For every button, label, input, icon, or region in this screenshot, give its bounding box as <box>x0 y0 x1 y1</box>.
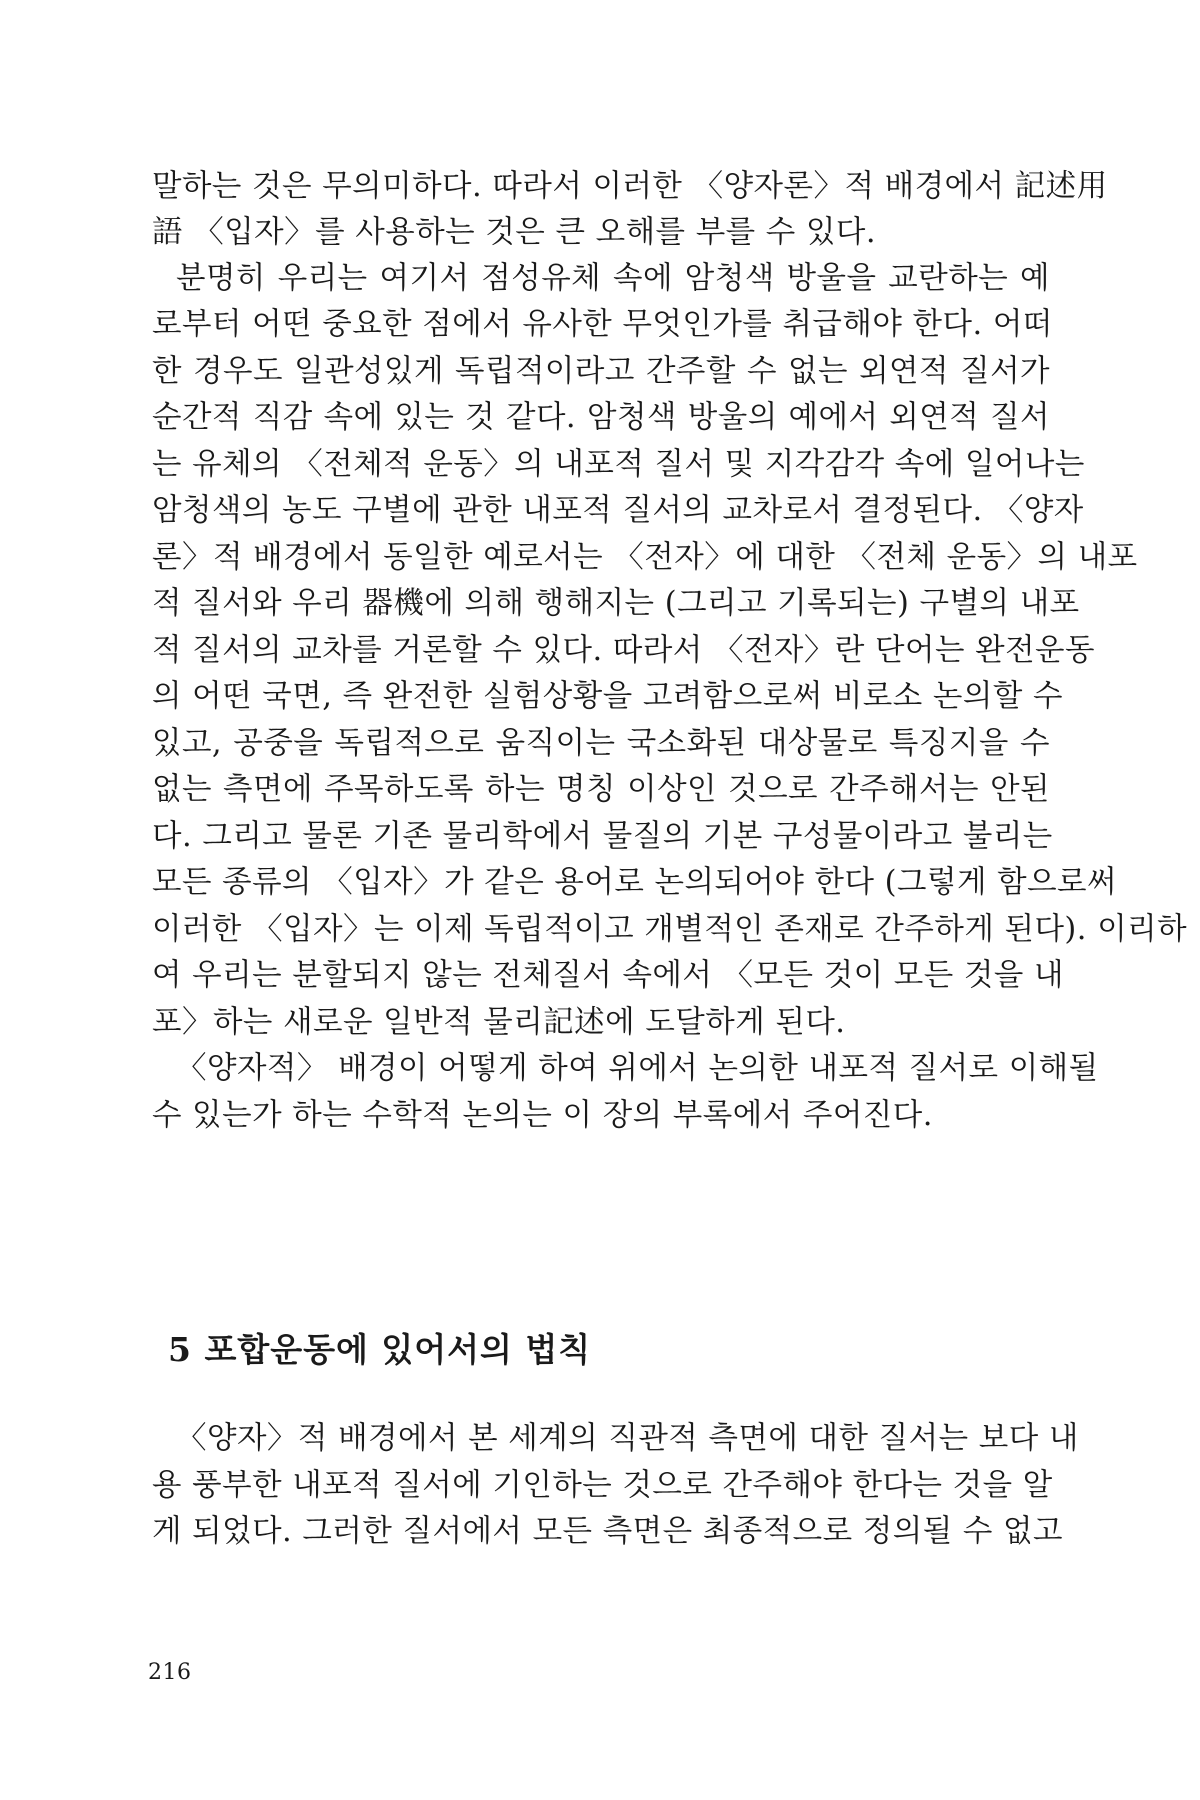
body-text-line: 한 경우도 일관성있게 독립적이라고 간주할 수 없는 외연적 질서가 <box>152 354 1050 389</box>
body-text-line: 모든 종류의 〈입자〉가 같은 용어로 논의되어야 한다 (그렇게 함으로써 <box>152 865 1117 900</box>
body-text-line: 포〉하는 새로운 일반적 물리記述에 도달하게 된다. <box>152 1005 846 1040</box>
body-text-line: 말하는 것은 무의미하다. 따라서 이러한 〈양자론〉적 배경에서 記述用 <box>152 169 1108 204</box>
body-text-line: 게 되었다. 그러한 질서에서 모든 측면은 최종적으로 정의될 수 없고 <box>152 1514 1063 1549</box>
body-text-line: 분명히 우리는 여기서 점성유체 속에 암청색 방울을 교란하는 예 <box>176 261 1050 296</box>
body-text-line: 없는 측면에 주목하도록 하는 명칭 이상인 것으로 간주해서는 안된 <box>152 772 1050 807</box>
section-heading: 5 포합운동에 있어서의 법칙 <box>168 1330 592 1369</box>
body-text-line: 다. 그리고 물론 기존 물리학에서 물질의 기본 구성물이라고 불리는 <box>152 819 1053 854</box>
body-text-line: 론〉적 배경에서 동일한 예로서는 〈전자〉에 대한 〈전체 운동〉의 내포 <box>152 540 1138 575</box>
body-text-line: 암청색의 농도 구별에 관한 내포적 질서의 교차로서 결정된다. 〈양자 <box>152 493 1084 528</box>
body-text-line: 이러한 〈입자〉는 이제 독립적이고 개별적인 존재로 간주하게 된다). 이리하 <box>152 912 1188 947</box>
body-text-line: 의 어떤 국면, 즉 완전한 실험상황을 고려함으로써 비로소 논의할 수 <box>152 679 1063 714</box>
body-text-line: 로부터 어떤 중요한 점에서 유사한 무엇인가를 취급해야 한다. 어떠 <box>152 307 1053 342</box>
body-text-line: 적 질서의 교차를 거론할 수 있다. 따라서 〈전자〉란 단어는 완전운동 <box>152 633 1095 668</box>
body-text-line: 적 질서와 우리 器機에 의해 행해지는 (그리고 기록되는) 구별의 내포 <box>152 586 1080 621</box>
body-text-line: 용 풍부한 내포적 질서에 기인하는 것으로 간주해야 한다는 것을 알 <box>152 1468 1053 1503</box>
page-number: 216 <box>148 1660 192 1685</box>
body-text-line: 순간적 직감 속에 있는 것 같다. 암청색 방울의 예에서 외연적 질서 <box>152 400 1050 435</box>
body-text-line: 는 유체의 〈전체적 운동〉의 내포적 질서 및 지각감각 속에 일어나는 <box>152 447 1085 482</box>
body-text-line: 있고, 공중을 독립적으로 움직이는 국소화된 대상물로 특징지을 수 <box>152 726 1050 761</box>
body-text-line: 〈양자〉적 배경에서 본 세계의 직관적 측면에 대한 질서는 보다 내 <box>176 1421 1079 1456</box>
body-text-line: 語 〈입자〉를 사용하는 것은 큰 오해를 부를 수 있다. <box>152 215 877 250</box>
body-text-line: 〈양자적〉 배경이 어떻게 하여 위에서 논의한 내포적 질서로 이해될 <box>176 1051 1099 1086</box>
body-text-line: 여 우리는 분할되지 않는 전체질서 속에서 〈모든 것이 모든 것을 내 <box>152 958 1064 993</box>
body-text-line: 수 있는가 하는 수학적 논의는 이 장의 부록에서 주어진다. <box>152 1098 933 1133</box>
